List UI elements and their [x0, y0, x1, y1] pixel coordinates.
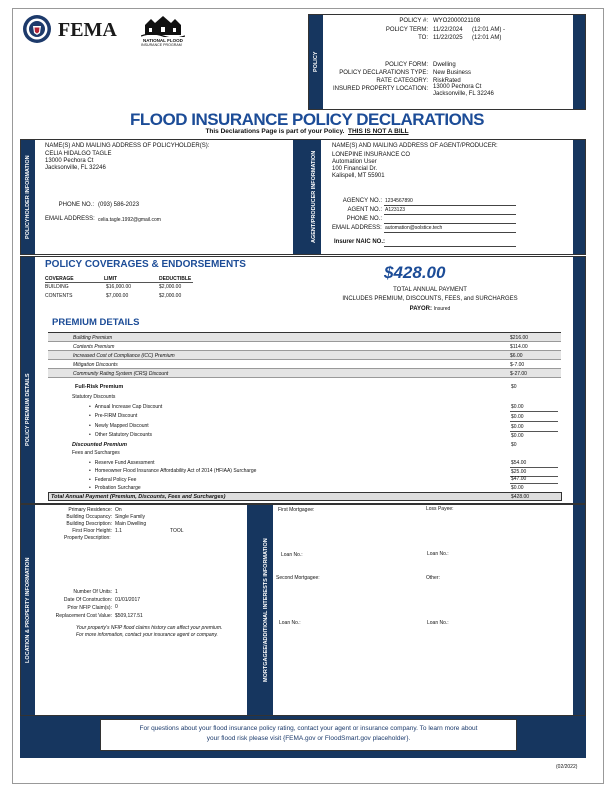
- policy-term-to-time: (12:01 AM): [472, 35, 502, 41]
- units-label: Number Of Units:: [73, 589, 112, 595]
- agent-address2: Kalispell, MT 55901: [332, 173, 385, 179]
- units: 1: [115, 589, 118, 595]
- premium-row-0-label: Building Premium: [73, 334, 113, 341]
- premium-row-3-label: Mitigation Discounts: [73, 361, 118, 368]
- loss-payee-label: Loss Payee:: [426, 506, 454, 512]
- naic-label: Insurer NAIC NO.:: [334, 239, 386, 245]
- premium-row: [48, 369, 561, 378]
- premium-row-2-label: Increased Cost of Compliance (ICC) Premium: [73, 352, 175, 359]
- policyholder-address1: 13000 Pechora Ct: [45, 158, 94, 164]
- fema-wordmark: FEMA: [58, 19, 117, 41]
- premium-row: [48, 351, 561, 360]
- insured-location-label: INSURED PROPERTY LOCATION:: [332, 86, 428, 92]
- fees-label: Fees and Surcharges: [72, 450, 120, 456]
- insured-location-line1: 13000 Pechora Ct: [433, 84, 482, 90]
- premium-row: [48, 360, 561, 369]
- statutory-item-2-label: • Newly Mapped Discount: [89, 423, 149, 429]
- agent-email: automation@solstice.tech: [385, 225, 443, 231]
- description-label: Building Description:: [66, 521, 112, 527]
- coverage-header-rule: [45, 282, 193, 283]
- first-floor-label: First Floor Height:: [72, 528, 112, 534]
- prior-claims: 0: [115, 604, 118, 610]
- agent-no-line: [384, 214, 516, 215]
- policy-term-to: 11/22/2025: [433, 35, 463, 41]
- fee-item-3-value: $0.00: [511, 485, 524, 491]
- insured-location-line2: Jacksonville, FL 32246: [433, 91, 494, 97]
- first-floor: 1.1: [115, 528, 122, 534]
- dhs-seal-icon: [22, 14, 52, 44]
- description: Main Dwelling: [115, 521, 147, 527]
- statutory-item-0-label: • Annual Increase Cap Discount: [89, 404, 162, 410]
- premium-row-4-label: Community Rating System (CRS) Discount: [73, 370, 169, 377]
- declarations-type: New Business: [433, 70, 472, 76]
- agent-email-label: EMAIL ADDRESS:: [332, 225, 382, 231]
- full-risk-value: $0: [511, 384, 517, 390]
- agent-address1: 100 Financial Dr.: [332, 166, 378, 172]
- col-coverage: COVERAGE: [45, 276, 74, 282]
- property-desc-label: Property Description:: [64, 535, 111, 541]
- agent-company: LONEPINE INSURANCE CO: [332, 152, 411, 158]
- policyholder-phone-label: PHONE NO.:: [58, 202, 94, 208]
- coverage-row-0-name: BUILDING: [45, 284, 69, 290]
- fee-item-2-value: $47.00: [511, 476, 527, 482]
- location-side-label: LOCATION & PROPERTY INFORMATION: [21, 505, 35, 715]
- fee-item-1-value: $25.00: [511, 469, 527, 475]
- mortgagee-side-label: MORTGAGEE/ADDITIONAL INTERESTS INFORMATION: [259, 505, 273, 715]
- primary-residence-label: Primary Residence:: [68, 507, 112, 513]
- policy-form-label: POLICY FORM:: [385, 62, 428, 68]
- declarations-type-label: POLICY DECLARATIONS TYPE:: [339, 70, 428, 76]
- statutory-label: Statutory Discounts: [72, 394, 116, 400]
- policy-form: Dwelling: [433, 62, 456, 68]
- total-annual-amount: $428.00: [384, 263, 446, 282]
- premium-row-3-value: $-7.00: [510, 361, 525, 368]
- nfip-line1: NATIONAL FLOOD: [143, 38, 183, 43]
- replacement: $509,127.51: [115, 613, 143, 619]
- premium-total-row: [48, 492, 562, 501]
- coverage-right-bar: [573, 257, 585, 503]
- premium-heading: PREMIUM DETAILS: [52, 317, 140, 328]
- agent-user: Automation User: [332, 159, 377, 165]
- col-deductible: DEDUCTIBLE: [159, 276, 192, 282]
- occupancy: Single Family: [115, 514, 146, 520]
- subtitle-emph: THIS IS NOT A BILL: [348, 128, 409, 135]
- statutory-item-0-value: $0.00: [511, 404, 524, 410]
- form-code: (02/2022): [556, 764, 578, 770]
- agent-email-line: [384, 232, 516, 233]
- premium-row-4-value: $-27.00: [510, 370, 527, 377]
- page-title: FLOOD INSURANCE POLICY DECLARATIONS: [130, 110, 484, 129]
- full-risk-label: Full-Risk Premium: [75, 384, 124, 390]
- policyholder-heading: NAME(S) AND MAILING ADDRESS OF POLICYHOLDER(S):: [45, 143, 210, 149]
- policy-box-right-bar: [573, 15, 585, 109]
- agency-no: 1234567890: [385, 198, 413, 204]
- premium-row: [48, 342, 561, 351]
- parties-mid-bar: [293, 140, 307, 254]
- footer-line2: your flood risk please visit {FEMA.gov or FloodSmart.gov placeholder}.: [206, 735, 411, 742]
- rate-category-label: RATE CATEGORY:: [376, 78, 428, 84]
- occupancy-label: Building Occupancy:: [66, 514, 112, 520]
- discounted-value: $0: [511, 442, 517, 448]
- agent-phone-line: [384, 223, 516, 224]
- premium-row-0-value: $216.00: [510, 334, 529, 341]
- statutory-item-1-value: $0.00: [511, 414, 524, 420]
- policyholder-phone: (093) 586-2023: [98, 202, 140, 208]
- premium-total-value: $428.00: [511, 494, 530, 500]
- first-mortgagee-label: First Mortgagee:: [278, 507, 315, 513]
- statutory-item-2-value: $0.00: [511, 424, 524, 430]
- statutory-rule-2: [510, 431, 558, 432]
- second-mortgagee-label: Second Mortgagee:: [276, 575, 320, 581]
- subtitle-text: This Declarations Page is part of your Policy.: [205, 128, 345, 135]
- fee-item-0-label: • Reserve Fund Assessment: [89, 460, 155, 466]
- fee-rule-0: [510, 467, 558, 468]
- total-annual-note: INCLUDES PREMIUM, DISCOUNTS, FEES, and SURCHARGES: [342, 296, 518, 302]
- first-floor-extra: TOOL: [170, 528, 184, 534]
- statutory-rule-1: [510, 421, 558, 422]
- coverages-heading: POLICY COVERAGES & ENDORSEMENTS: [45, 259, 246, 270]
- naic-line: [384, 246, 516, 247]
- coverage-row-1-deductible: $2,000.00: [159, 293, 182, 299]
- policy-term-from: 11/22/2024: [433, 27, 463, 33]
- policyholder-email-label: EMAIL ADDRESS:: [45, 216, 95, 222]
- coverage-row-0-deductible: $2,000.00: [159, 284, 182, 290]
- agent-phone-label: PHONE NO.:: [346, 216, 382, 222]
- agency-no-label: AGENCY NO.:: [342, 198, 382, 204]
- footer-line1: For questions about your flood insurance policy rating, contact your agent or insurance company. To learn more about: [139, 725, 478, 732]
- location-right-bar: [573, 505, 585, 715]
- loan-no-label-3: Loan No.:: [279, 620, 301, 626]
- loan-no-label-1: Loan No.:: [281, 552, 303, 558]
- premium-total-label: Total Annual Payment (Premium, Discounts, Fees and Surcharges): [51, 494, 226, 500]
- policy-no: WYO2000021108: [433, 18, 481, 24]
- claims-note-line1: Your property's NFIP flood claims history can affect your premium.: [76, 625, 223, 631]
- policy-side-label: POLICY: [309, 15, 323, 109]
- replacement-label: Replacement Cost Value:: [55, 613, 112, 619]
- agent-no-label: AGENT NO.:: [347, 207, 382, 213]
- agent-heading: NAME(S) AND MAILING ADDRESS OF AGENT/PRODUCER:: [332, 143, 498, 149]
- page-subtitle: [0, 128, 614, 135]
- statutory-item-3-value: $0.00: [511, 433, 524, 439]
- agent-side-label: AGENT/PRODUCER INFORMATION: [307, 140, 321, 254]
- agent-no: A123123: [385, 207, 406, 213]
- policyholder-name: CELIA HIDALGO TAGLE: [45, 151, 112, 157]
- coverage-row-1-limit: $7,000.00: [106, 293, 129, 299]
- col-limit: LIMIT: [104, 276, 118, 282]
- statutory-rule-0: [510, 411, 558, 412]
- fee-item-2-label: • Federal Policy Fee: [89, 477, 136, 483]
- statutory-item-1-label: • Pre-FIRM Discount: [89, 413, 137, 419]
- statutory-item-3-label: • Other Statutory Discounts: [89, 432, 152, 438]
- nfip-line2: INSURANCE PROGRAM: [141, 43, 182, 47]
- agency-no-line: [384, 205, 516, 206]
- to-label: TO:: [418, 35, 428, 41]
- premium-row-2-value: $6.00: [510, 352, 523, 359]
- total-annual-label: TOTAL ANNUAL PAYMENT: [393, 287, 467, 293]
- construction-label: Date Of Construction:: [63, 597, 112, 603]
- construction: 01/01/2017: [115, 597, 141, 603]
- parties-right-bar: [573, 140, 585, 254]
- premium-row-1-label: Contents Premium: [73, 343, 115, 350]
- fee-item-0-value: $54.00: [511, 460, 527, 466]
- fee-rule-2: [510, 483, 558, 484]
- discounted-label: Discounted Premium: [72, 442, 128, 448]
- fee-item-3-label: • Probation Surcharge: [89, 485, 141, 491]
- policy-term-from-time: (12:01 AM) -: [472, 27, 506, 33]
- rate-category: RiskRated: [433, 78, 461, 84]
- coverage-left-bar: [21, 257, 35, 317]
- premium-side-label: POLICY PREMIUM DETAILS: [21, 317, 35, 503]
- premium-row: [48, 333, 561, 342]
- loan-no-label-2: Loan No.:: [427, 551, 449, 557]
- payor-value: Insured: [433, 306, 451, 312]
- payor-label: PAYOR:: [409, 306, 432, 312]
- prior-claims-label: Prior NFIP Claim(s):: [67, 605, 112, 611]
- payor: [300, 306, 560, 312]
- other-label: Other:: [426, 575, 440, 581]
- primary-residence: On: [115, 507, 122, 513]
- claims-note-line2: For more information, contact your insurance agent or company.: [76, 632, 218, 638]
- policyholder-side-label: POLICYHOLDER INFORMATION: [21, 140, 35, 254]
- coverage-row-1-name: CONTENTS: [45, 293, 73, 299]
- fee-item-1-label: • Homeowner Flood Insurance Affordability Act of 2014 (HFIAA) Surcharge: [89, 468, 256, 474]
- coverage-row-0-limit: $16,000.00: [106, 284, 132, 290]
- policyholder-address2: Jacksonville, FL 32246: [45, 165, 106, 171]
- premium-row-1-value: $114.00: [510, 343, 528, 350]
- policy-no-label: POLICY #:: [399, 18, 428, 24]
- policyholder-email: celia.tagle.1992@gmail.com: [98, 217, 161, 223]
- loan-no-label-4: Loan No.:: [427, 620, 449, 626]
- policy-term-label: POLICY TERM:: [385, 27, 428, 33]
